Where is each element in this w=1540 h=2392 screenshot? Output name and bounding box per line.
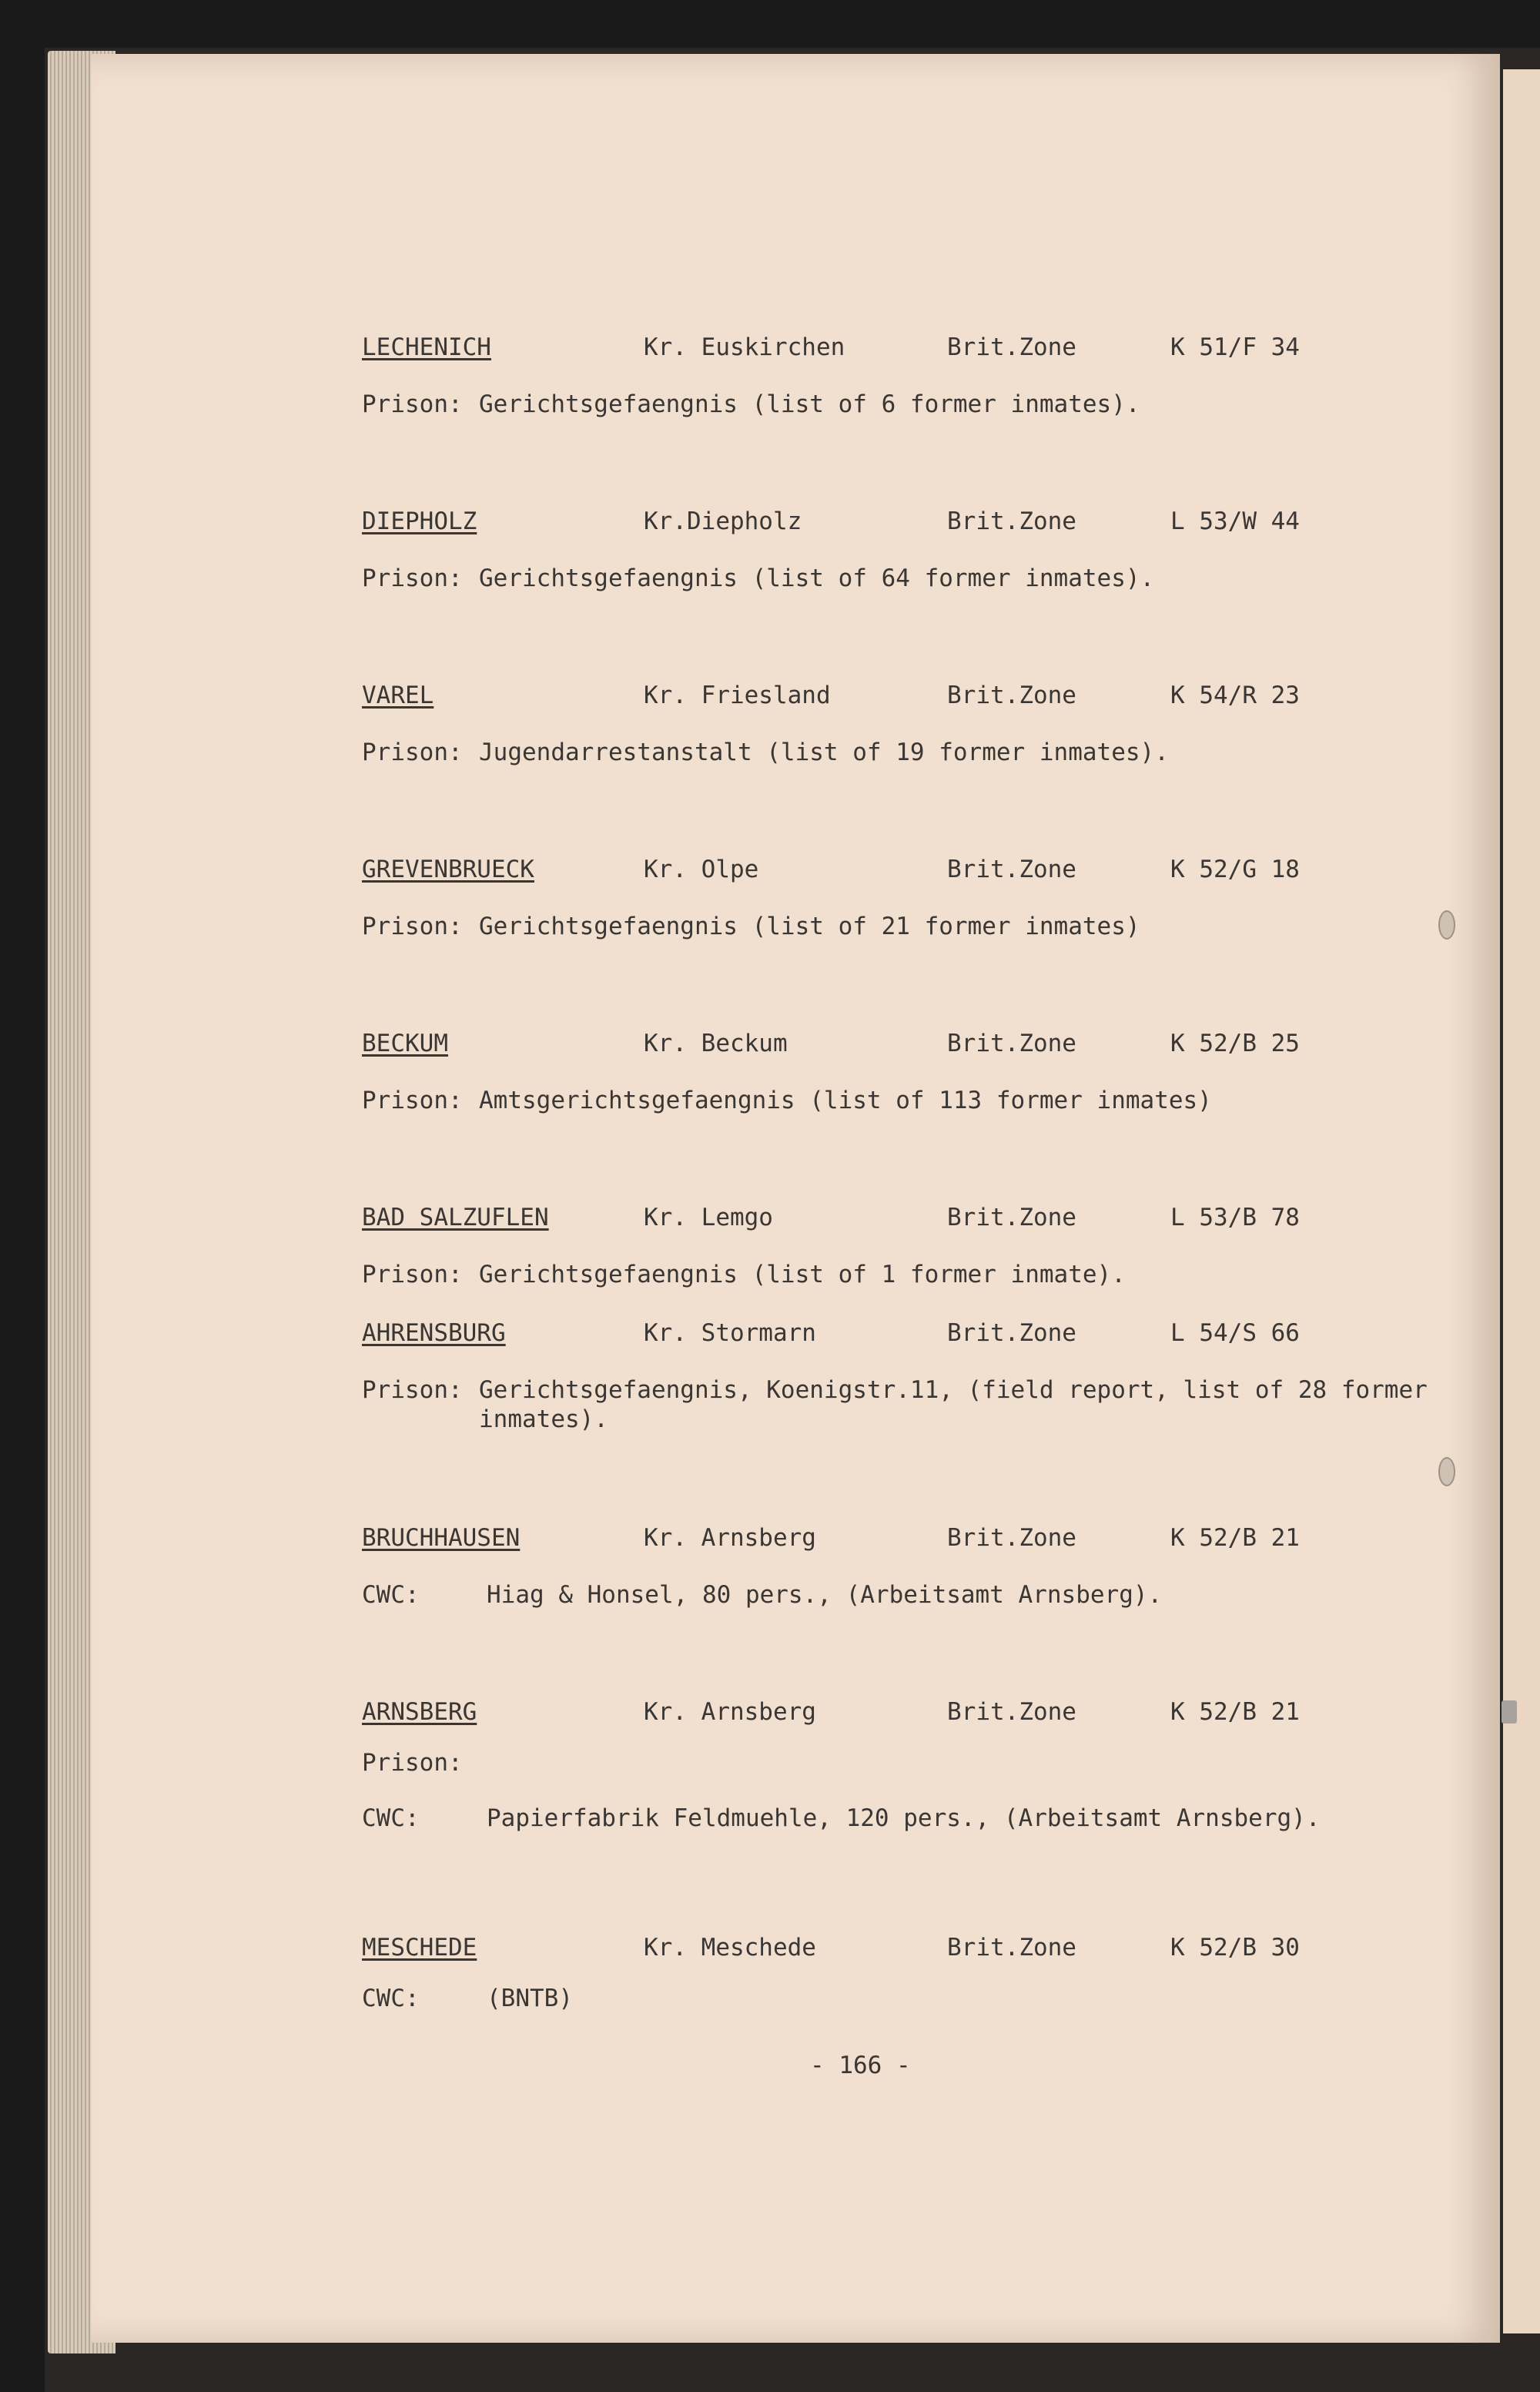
entry-header <box>362 1523 1424 1554</box>
district: Kr. Friesland <box>644 682 831 709</box>
map-reference: K 54/R 23 <box>1170 682 1300 709</box>
district: Kr. Olpe <box>644 856 759 883</box>
zone: Brit.Zone <box>947 1204 1076 1231</box>
entry-header <box>362 681 1424 712</box>
place-name: VAREL <box>362 682 434 709</box>
district: Kr. Euskirchen <box>644 333 845 361</box>
line-label: Prison: <box>362 913 463 940</box>
district: Kr. Lemgo <box>644 1204 773 1231</box>
place-name: ARNSBERG <box>362 1698 477 1726</box>
zone: Brit.Zone <box>947 1698 1076 1726</box>
page-number: - 166 - <box>810 2052 911 2079</box>
entry-header <box>362 1933 1424 1964</box>
district: Kr. Arnsberg <box>644 1698 816 1726</box>
zone: Brit.Zone <box>947 856 1076 883</box>
entry-line <box>362 1984 1424 2013</box>
line-text: Papierfabrik Feldmuehle, 120 pers., (Arbeitsamt Arnsberg). <box>487 1804 1321 1832</box>
entry-header <box>362 1203 1424 1234</box>
district: Kr. Arnsberg <box>644 1524 816 1552</box>
page-clip <box>1502 1700 1517 1724</box>
district: Kr. Meschede <box>644 1934 816 1962</box>
line-label: Prison: <box>362 1087 463 1114</box>
binding-hole <box>1438 910 1455 940</box>
map-reference: K 51/F 34 <box>1170 333 1300 361</box>
entry-lechenich <box>362 333 1424 419</box>
entry-header <box>362 1318 1424 1349</box>
entry-line <box>362 1580 1424 1610</box>
entry-line <box>362 1748 1424 1777</box>
line-text: Amtsgerichtsgefaengnis (list of 113 former inmates) <box>479 1087 1212 1114</box>
line-label: CWC: <box>362 1581 420 1609</box>
zone: Brit.Zone <box>947 1934 1076 1962</box>
entry-ahrensburg <box>362 1318 1428 1433</box>
entry-diepholz <box>362 507 1424 593</box>
entry-header <box>362 1697 1424 1728</box>
entry-header <box>362 1029 1424 1060</box>
line-label: CWC: <box>362 1804 420 1832</box>
entry-beckum <box>362 1029 1424 1115</box>
map-reference: K 52/B 21 <box>1170 1524 1300 1552</box>
line-label: CWC: <box>362 1985 420 2012</box>
entry-header <box>362 333 1424 363</box>
map-reference: K 52/B 21 <box>1170 1698 1300 1726</box>
line-text: Gerichtsgefaengnis (list of 64 former inmates). <box>479 564 1155 592</box>
line-label: Prison: <box>362 390 463 418</box>
entry-line <box>362 1375 1428 1433</box>
entry-line <box>362 1086 1424 1115</box>
line-text: Gerichtsgefaengnis (list of 6 former inmates). <box>479 390 1140 418</box>
entry-bad-salzuflen <box>362 1203 1424 1289</box>
entry-varel <box>362 681 1424 767</box>
entry-meschede <box>362 1933 1424 2013</box>
line-label: Prison: <box>362 564 463 592</box>
zone: Brit.Zone <box>947 682 1076 709</box>
entry-header <box>362 855 1424 886</box>
district: Kr. Stormarn <box>644 1319 816 1347</box>
map-reference: K 52/B 30 <box>1170 1934 1300 1962</box>
place-name: GREVENBRUECK <box>362 856 534 883</box>
line-text: Gerichtsgefaengnis, Koenigstr.11, (field report, list of 28 former inmates). <box>479 1376 1428 1433</box>
place-name: DIEPHOLZ <box>362 508 477 535</box>
entry-line <box>362 912 1424 941</box>
entry-line <box>362 1260 1424 1289</box>
line-text: Gerichtsgefaengnis (list of 1 former inmate). <box>479 1261 1126 1288</box>
map-reference: K 52/G 18 <box>1170 856 1300 883</box>
place-name: AHRENSBURG <box>362 1319 506 1347</box>
entry-line <box>362 1804 1424 1833</box>
entry-header <box>362 507 1424 538</box>
line-label: Prison: <box>362 739 463 766</box>
line-label: Prison: <box>362 1749 463 1777</box>
place-name: BECKUM <box>362 1030 448 1057</box>
place-name: MESCHEDE <box>362 1934 477 1962</box>
zone: Brit.Zone <box>947 1319 1076 1347</box>
line-text: Gerichtsgefaengnis (list of 21 former inmates) <box>479 913 1140 940</box>
entry-line <box>362 564 1424 593</box>
binding-hole <box>1438 1457 1455 1486</box>
zone: Brit.Zone <box>947 1524 1076 1552</box>
map-reference: L 53/W 44 <box>1170 508 1300 535</box>
facing-page-edge <box>1503 69 1540 2333</box>
entry-grevenbrueck <box>362 855 1424 941</box>
map-reference: L 53/B 78 <box>1170 1204 1300 1231</box>
entry-line <box>362 738 1424 767</box>
entry-line <box>362 390 1424 419</box>
place-name: BAD SALZUFLEN <box>362 1204 549 1231</box>
entry-bruchhausen <box>362 1523 1424 1610</box>
map-reference: K 52/B 25 <box>1170 1030 1300 1057</box>
district: Kr. Beckum <box>644 1030 788 1057</box>
map-reference: L 54/S 66 <box>1170 1319 1300 1347</box>
line-label: Prison: <box>362 1261 463 1288</box>
line-text: (BNTB) <box>487 1985 573 2012</box>
line-text: Jugendarrestanstalt (list of 19 former inmates). <box>479 739 1169 766</box>
zone: Brit.Zone <box>947 508 1076 535</box>
district: Kr.Diepholz <box>644 508 802 535</box>
line-label: Prison: <box>362 1376 463 1404</box>
zone: Brit.Zone <box>947 333 1076 361</box>
zone: Brit.Zone <box>947 1030 1076 1057</box>
entry-arnsberg <box>362 1697 1424 1833</box>
place-name: BRUCHHAUSEN <box>362 1524 521 1552</box>
place-name: LECHENICH <box>362 333 491 361</box>
line-text: Hiag & Honsel, 80 pers., (Arbeitsamt Arnsberg). <box>487 1581 1163 1609</box>
